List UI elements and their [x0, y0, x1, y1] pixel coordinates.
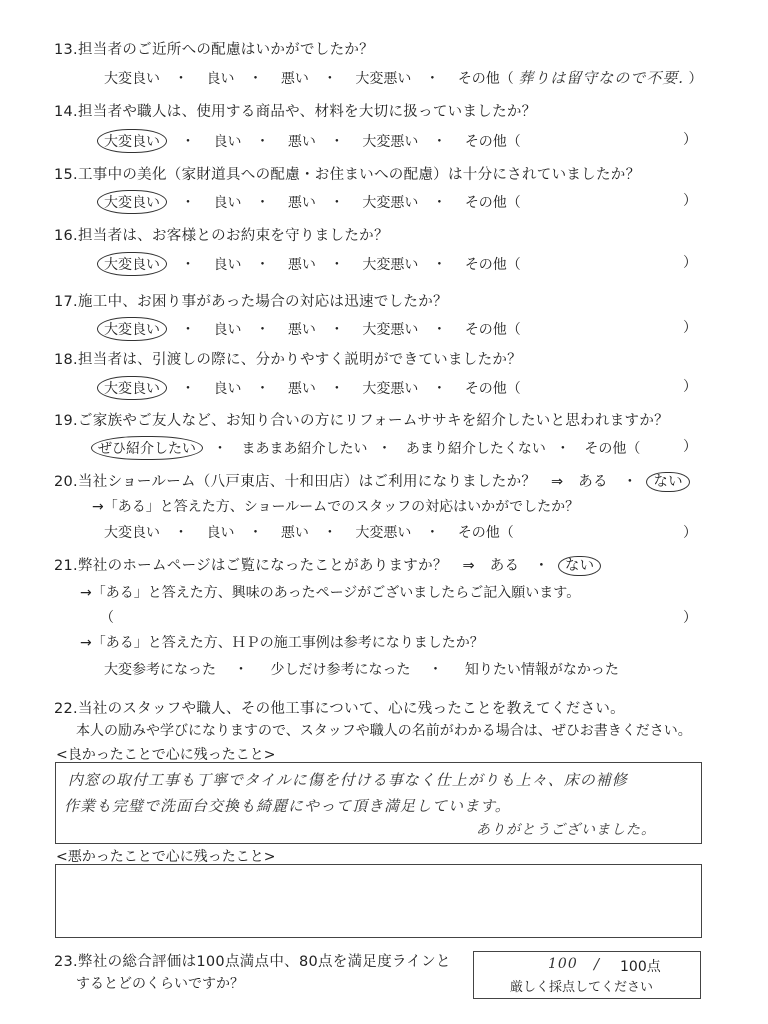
option-good[interactable]: 良い	[213, 134, 242, 150]
good-comment-line-3: ありがとうございました。	[476, 822, 656, 838]
paren-close: ）	[683, 439, 697, 455]
option-very-helpful[interactable]: 大変参考になった	[104, 662, 216, 678]
q20-answer-none-selected[interactable]: ない	[646, 472, 690, 492]
q22-subtext: 本人の励みや学びになりますので、スタッフや職人の名前がわかる場合は、ぜひお書きください。	[76, 723, 692, 739]
option-somewhat-helpful[interactable]: 少しだけ参考になった	[270, 662, 411, 678]
option-other[interactable]: その他（	[464, 381, 521, 397]
paren-close: ）	[683, 193, 697, 209]
paren-close: ）	[683, 610, 697, 626]
option-very-bad[interactable]: 大変悪い	[355, 71, 412, 87]
option-other[interactable]: その他（	[457, 525, 514, 541]
score-box[interactable]	[473, 951, 701, 999]
option-very-bad[interactable]: 大変悪い	[362, 134, 419, 150]
good-comment-line-1: 内窓の取付工事も丁寧でタイルに傷を付ける事なく仕上がりも上々、床の補修	[68, 771, 628, 789]
option-not-helpful[interactable]: 知りたい情報がなかった	[464, 662, 619, 678]
question-15: 15.工事中の美化（家財道具への配慮・お住まいへの配慮）は十分にされていましたか？	[54, 167, 641, 183]
bad-comments-label: <悪かったことで心に残ったこと>	[56, 849, 276, 865]
good-comments-box[interactable]	[55, 762, 702, 844]
option-great-selected[interactable]: 大変良い	[97, 376, 167, 400]
option-great-selected[interactable]: 大変良い	[97, 190, 167, 214]
q19-options: ぜひ紹介したい ・ まあまあ紹介したい ・ あまり紹介したくない ・ その他（	[98, 436, 640, 460]
option-good[interactable]: 良い	[206, 525, 235, 541]
option-very-bad[interactable]: 大変悪い	[362, 195, 419, 211]
option-recommend-somewhat[interactable]: まあまあ紹介したい	[241, 441, 368, 457]
good-comment-line-2: 作業も完璧で洗面台交換も綺麗にやって頂き満足しています。	[64, 797, 511, 815]
option-great-selected[interactable]: 大変良い	[97, 252, 167, 276]
option-good[interactable]: 良い	[213, 257, 242, 273]
paren-close: ）	[683, 320, 697, 336]
option-great-selected[interactable]: 大変良い	[97, 129, 167, 153]
q13-options: 大変良い ・ 良い ・ 悪い ・ 大変悪い ・ その他（ 葬りは留守なので不要. ）	[104, 69, 703, 87]
question-14: 14.担当者や職人は、使用する商品や、材料を大切に扱っていましたか？	[54, 104, 537, 120]
option-bad[interactable]: 悪い	[280, 71, 309, 87]
question-20: 20.当社ショールーム（八戸東店、十和田店）はご利用になりましたか？ ⇒ ある ・ ない	[54, 470, 690, 491]
option-good[interactable]: 良い	[213, 195, 242, 211]
option-other[interactable]: その他（	[464, 257, 521, 273]
option-other[interactable]: その他（	[457, 71, 514, 87]
option-recommend-yes-selected[interactable]: ぜひ紹介したい	[91, 436, 203, 460]
option-good[interactable]: 良い	[206, 71, 235, 87]
option-bad[interactable]: 悪い	[287, 322, 316, 338]
question-17: 17.施工中、お困り事があった場合の対応は迅速でしたか？	[54, 294, 448, 310]
q20-options: 大変良い ・ 良い ・ 悪い ・ 大変悪い ・ その他（	[104, 522, 514, 542]
q14-options: 大変良い ・ 良い ・ 悪い ・ 大変悪い ・ その他（	[104, 129, 521, 153]
q20-followup: →「ある」と答えた方、ショールームでのスタッフの対応はいかがでしたか？	[92, 499, 580, 515]
score-slash: /	[594, 955, 601, 973]
option-bad[interactable]: 悪い	[287, 195, 316, 211]
option-good[interactable]: 良い	[213, 322, 242, 338]
question-18: 18.担当者は、引渡しの際に、分かりやすく説明ができていましたか？	[54, 352, 522, 368]
option-good[interactable]: 良い	[213, 381, 242, 397]
option-other[interactable]: その他（	[464, 134, 521, 150]
option-other[interactable]: その他（	[464, 322, 521, 338]
bad-comments-box[interactable]	[55, 864, 702, 938]
q15-options: 大変良い ・ 良い ・ 悪い ・ 大変悪い ・ その他（	[104, 190, 521, 214]
option-very-bad[interactable]: 大変悪い	[355, 525, 412, 541]
paren-open: （	[100, 610, 114, 626]
question-22: 22.当社のスタッフや職人、その他工事について、心に残ったことを教えてください。	[54, 701, 625, 717]
option-very-bad[interactable]: 大変悪い	[362, 322, 419, 338]
good-comments-label: <良かったことで心に残ったこと>	[56, 747, 276, 763]
paren-close: ）	[683, 132, 697, 148]
score-max: 100点	[620, 959, 661, 975]
score-note: 厳しく採点してください	[510, 980, 654, 995]
option-great-selected[interactable]: 大変良い	[97, 317, 167, 341]
score-value: 100	[548, 956, 578, 972]
option-bad[interactable]: 悪い	[287, 257, 316, 273]
q21-answer-none-selected[interactable]: ない	[558, 556, 602, 576]
q13-handwritten-answer: 葬りは留守なので不要.	[518, 69, 685, 87]
paren-close: ）	[683, 525, 697, 541]
option-very-bad[interactable]: 大変悪い	[362, 257, 419, 273]
option-other[interactable]: その他（	[464, 195, 521, 211]
option-great[interactable]: 大変良い	[104, 525, 160, 541]
option-bad[interactable]: 悪い	[287, 381, 316, 397]
question-19: 19.ご家族やご友人など、お知り合いの方にリフォームササキを紹介したいと思われますか？	[54, 413, 669, 429]
q21-followup-examples: →「ある」と答えた方、ＨＰの施工事例は参考になりましたか？	[80, 635, 484, 651]
q21-options: 大変参考になった ・ 少しだけ参考になった ・ 知りたい情報がなかった	[104, 659, 619, 679]
paren-close: ）	[683, 379, 697, 395]
q21-followup-pages: →「ある」と答えた方、興味のあったページがございましたらご記入願います。	[80, 585, 581, 601]
option-bad[interactable]: 悪い	[287, 134, 316, 150]
paren-close: ）	[683, 255, 697, 271]
option-other[interactable]: その他（	[584, 441, 641, 457]
q16-options: 大変良い ・ 良い ・ 悪い ・ 大変悪い ・ その他（	[104, 252, 521, 276]
option-very-bad[interactable]: 大変悪い	[362, 381, 419, 397]
option-great[interactable]: 大変良い	[104, 71, 160, 87]
q17-options: 大変良い ・ 良い ・ 悪い ・ 大変悪い ・ その他（	[104, 317, 521, 341]
question-21: 21.弊社のホームページはご覧になったことがありますか？ ⇒ ある ・ ない	[54, 554, 601, 575]
question-23: 23.弊社の総合評価は100点満点中、80点を満足度ラインと	[54, 954, 451, 970]
option-bad[interactable]: 悪い	[280, 525, 309, 541]
option-recommend-no[interactable]: あまり紹介したくない	[405, 441, 546, 457]
question-16: 16.担当者は、お客様とのお約束を守りましたか？	[54, 228, 389, 244]
q18-options: 大変良い ・ 良い ・ 悪い ・ 大変悪い ・ その他（	[104, 376, 521, 400]
question-13: 13.担当者のご近所への配慮はいかがでしたか？	[54, 42, 374, 58]
q23-line-2: するとどのくらいですか？	[76, 976, 244, 992]
